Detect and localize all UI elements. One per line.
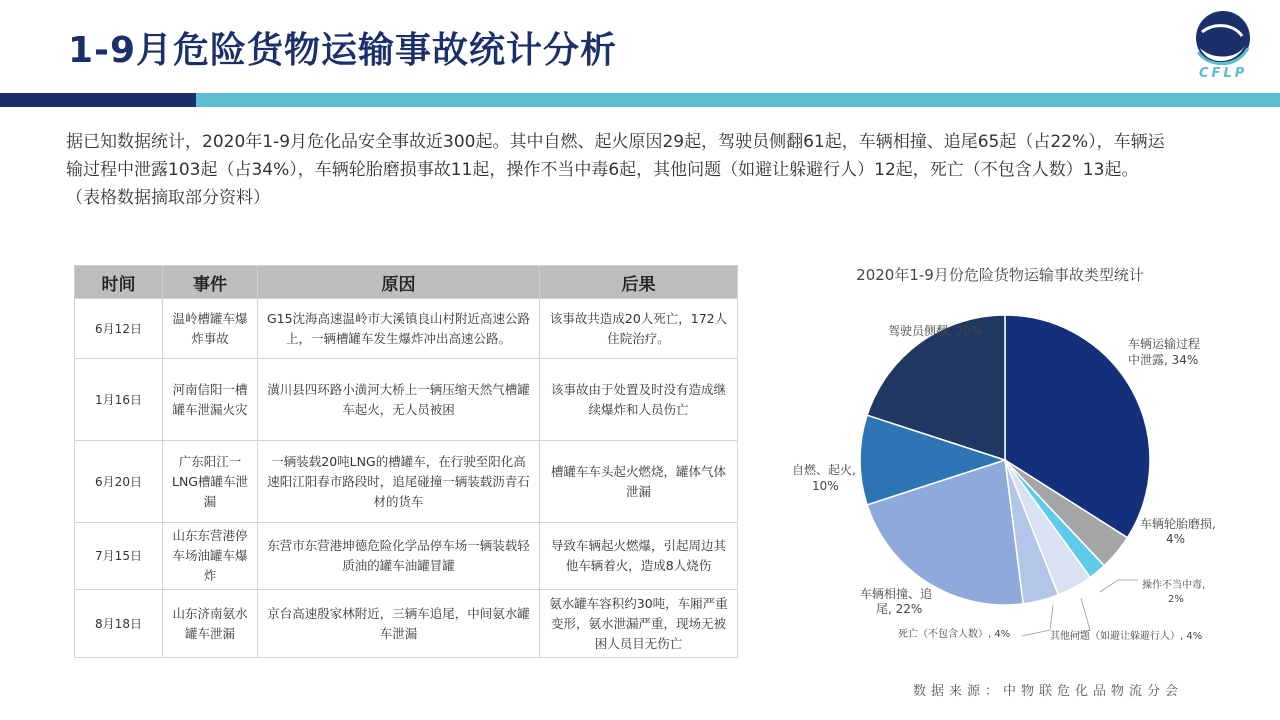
pie-label-leak-line2: 中泄露, 34%: [1128, 353, 1199, 367]
table-header-row: [75, 266, 738, 299]
table-header-event: 事件: [163, 266, 258, 299]
header-bar-light: [196, 93, 1280, 107]
table-cell-event: 广东阳江一LNG槽罐车泄漏: [163, 441, 258, 523]
table-cell-date: 7月15日: [75, 523, 163, 590]
table-row: [75, 523, 738, 590]
pie-label-leak-line1: 车辆运输过程: [1128, 337, 1201, 351]
pie-label-fire-line2: 10%: [812, 479, 839, 493]
pie-slices: [860, 315, 1150, 605]
table-header-result: 后果: [540, 266, 738, 299]
table-cell-cause: 潢川县四环路小潢河大桥上一辆压缩天然气槽罐车起火，无人员被困: [258, 359, 540, 441]
table-cell-cause: G15沈海高速温岭市大溪镇良山村附近高速公路上，一辆槽罐车发生爆炸冲出高速公路。: [258, 299, 540, 359]
table-cell-result: 氨水罐车容积约30吨，车厢严重变形，氨水泄漏严重，现场无被困人员目无伤亡: [540, 590, 738, 658]
table-cell-date: 6月12日: [75, 299, 163, 359]
pie-label-death: 死亡（不包含人数）, 4%: [898, 629, 1011, 640]
pie-label-fire-line1: 自燃、起火,: [792, 463, 856, 477]
table-cell-result: 槽罐车车头起火燃烧，罐体气体泄漏: [540, 441, 738, 523]
header-bar-dark: [0, 93, 196, 107]
accident-table: [74, 265, 738, 658]
table-cell-date: 6月20日: [75, 441, 163, 523]
table-row: [75, 299, 738, 359]
table-row: [75, 590, 738, 658]
pie-chart: [760, 300, 1260, 660]
table-cell-event: 山东东营港停车场油罐车爆炸: [163, 523, 258, 590]
table-cell-event: 温岭槽罐车爆炸事故: [163, 299, 258, 359]
data-source: 数据来源：中物联危化品物流分会: [913, 684, 1184, 699]
intro-line-3: （表格数据摘取部分资料）: [66, 188, 270, 208]
intro-paragraph: [66, 128, 1226, 212]
table-row: [75, 441, 738, 523]
chart-title: 2020年1-9月份危险货物运输事故类型统计: [856, 266, 1144, 284]
pie-label-poison-line2: 2%: [1168, 594, 1184, 605]
table-cell-cause: 京台高速殷家林附近，三辆车追尾，中间氨水罐车泄漏: [258, 590, 540, 658]
table-cell-result: 该事故共造成20人死亡，172人住院治疗。: [540, 299, 738, 359]
pie-label-poison-line1: 操作不当中毒,: [1142, 580, 1206, 591]
intro-line-1: 据已知数据统计，2020年1-9月危化品安全事故近300起。其中自燃、起火原因29起，驾驶员侧翻61起，车辆相撞、追尾65起（占22%），车辆运: [66, 132, 1165, 152]
page-title: 1-9月危险货物运输事故统计分析: [68, 30, 618, 71]
pie-label-other: 其他问题（如避让躲避行人）, 4%: [1050, 631, 1203, 642]
table-cell-event: 山东济南氨水罐车泄漏: [163, 590, 258, 658]
logo-text: CFLP: [1199, 66, 1248, 81]
table-cell-date: 8月18日: [75, 590, 163, 658]
table-header-time: 时间: [75, 266, 163, 299]
pie-label-tire-line1: 车辆轮胎磨损,: [1140, 517, 1216, 531]
table-cell-result: 导致车辆起火燃爆，引起周边其他车辆着火，造成8人烧伤: [540, 523, 738, 590]
table-cell-cause: 东营市东营港坤德危险化学品停车场一辆装载轻质油的罐车油罐冒罐: [258, 523, 540, 590]
pie-label-collide-line2: 尾, 22%: [876, 602, 923, 616]
pie-label-tire-line2: 4%: [1166, 532, 1186, 546]
table-cell-event: 河南信阳一槽罐车泄漏火灾: [163, 359, 258, 441]
intro-line-2: 输过程中泄露103起（占34%），车辆轮胎磨损事故11起，操作不当中毒6起，其他问题（如避让躲避行人）12起，死亡（不包含人数）13起。: [66, 160, 1139, 180]
table-cell-result: 该事故由于处置及时没有造成继续爆炸和人员伤亡: [540, 359, 738, 441]
table-cell-cause: 一辆装载20吨LNG的槽罐车，在行驶至阳化高速阳江阳春市路段时，追尾碰撞一辆装载沥青石材的货车: [258, 441, 540, 523]
table-cell-date: 1月16日: [75, 359, 163, 441]
table-header-cause: 原因: [258, 266, 540, 299]
pie-label-collide-line1: 车辆相撞、追: [860, 587, 933, 601]
table-row: [75, 359, 738, 441]
pie-label-rollover: 驾驶员侧翻, 20%: [888, 324, 983, 338]
